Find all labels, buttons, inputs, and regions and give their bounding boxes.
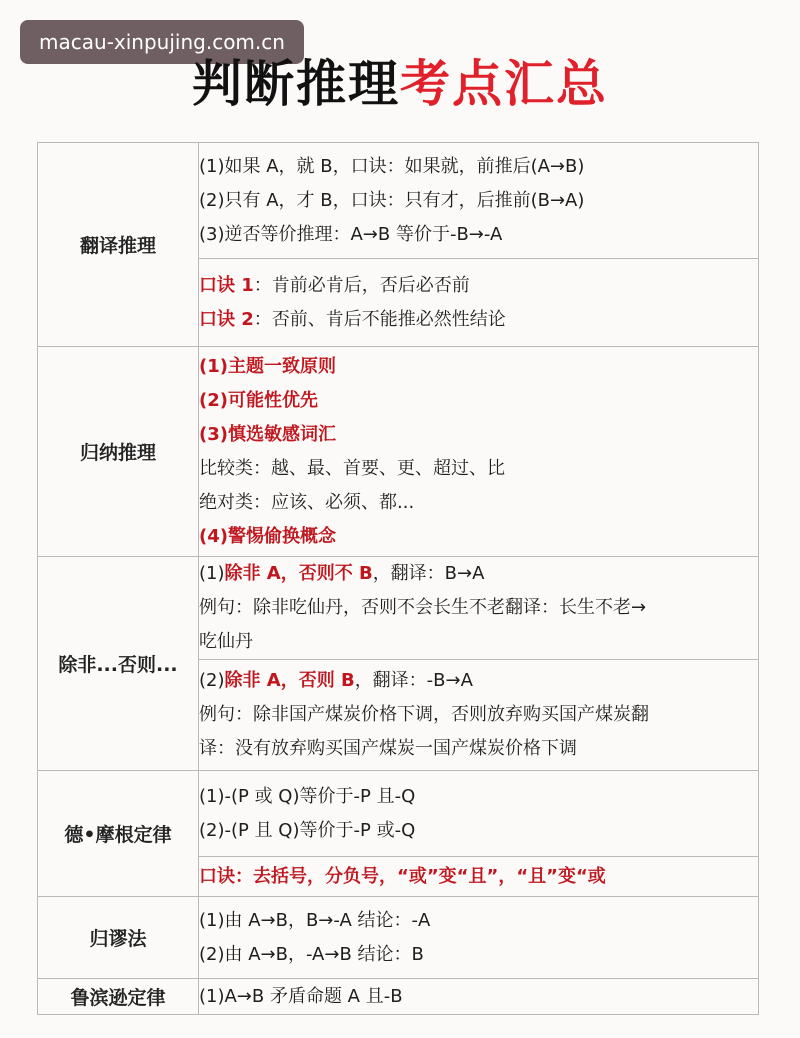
mnemonic-2-label: 口诀 2 — [199, 308, 254, 330]
table-row — [38, 143, 759, 259]
row-label-translation: 翻译推理 — [38, 143, 199, 347]
cell-reductio — [199, 897, 759, 979]
table-row — [38, 979, 759, 1015]
unless-example-1b: 吃仙丹 — [199, 631, 253, 652]
mnemonic-2-text: ：否前、肯后不能推必然性结论 — [253, 308, 506, 330]
de-morgan-rule-2: (2)-(P 且 Q)等价于-P 或-Q — [199, 819, 416, 841]
unless-example-2b: 译：没有放弃购买国产煤炭一国产煤炭价格下调 — [199, 738, 577, 759]
row-label-de-morgan: 德•摩根定律 — [38, 771, 199, 897]
robinson-rule-1: (1)A→B 矛盾命题 A 且-B — [199, 985, 403, 1007]
cell-translation-rules — [199, 143, 759, 259]
mnemonic-1-label: 口诀 1 — [199, 274, 254, 296]
mnemonic-1 — [199, 269, 758, 303]
translation-rule-1: (1)如果 A，就 B，口诀：如果就，前推后(A→B) — [199, 155, 585, 177]
induction-comparison: 比较类：越、最、首要、更、超过、比 — [199, 457, 505, 479]
unless-rule-2 — [199, 664, 758, 698]
unless-rule-2-highlight: 除非 A，否则 B — [224, 670, 355, 691]
page-title — [0, 54, 800, 114]
cell-unless-1 — [199, 557, 759, 660]
unless-rule-2-prefix: (2) — [199, 670, 225, 691]
de-morgan-mnemonic: 口诀：去括号，分负号，“或”变“且”，“且”变“或 — [199, 865, 606, 887]
table-row — [38, 347, 759, 557]
watermark: macau-xinpujing.com.cn — [20, 20, 304, 64]
unless-example-1a: 例句：除非吃仙丹，否则不会长生不老翻译：长生不老→ — [199, 597, 647, 618]
page-title-main: 判断推理 — [192, 55, 400, 113]
cell-induction — [199, 347, 759, 557]
induction-item-4: (4)警惕偷换概念 — [199, 525, 336, 547]
reductio-rule-1: (1)由 A→B，B→-A 结论：-A — [199, 909, 431, 931]
table-row — [38, 557, 759, 660]
cell-de-morgan-rules — [199, 771, 759, 857]
induction-absolute: 绝对类：应该、必须、都... — [199, 491, 415, 513]
translation-rule-2: (2)只有 A，才 B，口诀：只有才，后推前(B→A) — [199, 189, 585, 211]
unless-example-2a: 例句：除非国产煤炭价格下调，否则放弃购买国产煤炭翻 — [199, 704, 649, 725]
row-label-induction: 归纳推理 — [38, 347, 199, 557]
summary-table — [37, 142, 759, 1015]
unless-rule-1 — [199, 557, 758, 591]
induction-item-2: (2)可能性优先 — [199, 389, 318, 411]
mnemonic-1-text: ：肯前必肯后，否后必否前 — [253, 274, 470, 296]
de-morgan-rule-1: (1)-(P 或 Q)等价于-P 且-Q — [199, 785, 416, 807]
unless-rule-1-prefix: (1) — [199, 563, 225, 584]
row-label-robinson: 鲁滨逊定律 — [38, 979, 199, 1015]
table-row — [38, 897, 759, 979]
table-row — [38, 771, 759, 857]
induction-item-1: (1)主题一致原则 — [199, 355, 336, 377]
page-title-highlight: 考点汇总 — [400, 55, 608, 113]
cell-unless-2 — [199, 660, 759, 771]
induction-item-3: (3)慎选敏感词汇 — [199, 423, 336, 445]
cell-de-morgan-mnemonic — [199, 857, 759, 897]
row-label-reductio: 归谬法 — [38, 897, 199, 979]
cell-translation-mnemonics — [199, 259, 759, 347]
unless-rule-2-suffix: ，翻译：-B→A — [354, 670, 473, 691]
translation-rule-3: (3)逆否等价推理：A→B 等价于-B→-A — [199, 223, 503, 245]
cell-robinson — [199, 979, 759, 1015]
mnemonic-2 — [199, 303, 758, 337]
unless-rule-1-highlight: 除非 A，否则不 B — [224, 563, 373, 584]
row-label-unless: 除非...否则... — [38, 557, 199, 771]
reductio-rule-2: (2)由 A→B，-A→B 结论：B — [199, 943, 424, 965]
unless-rule-1-suffix: ，翻译：B→A — [372, 563, 485, 584]
